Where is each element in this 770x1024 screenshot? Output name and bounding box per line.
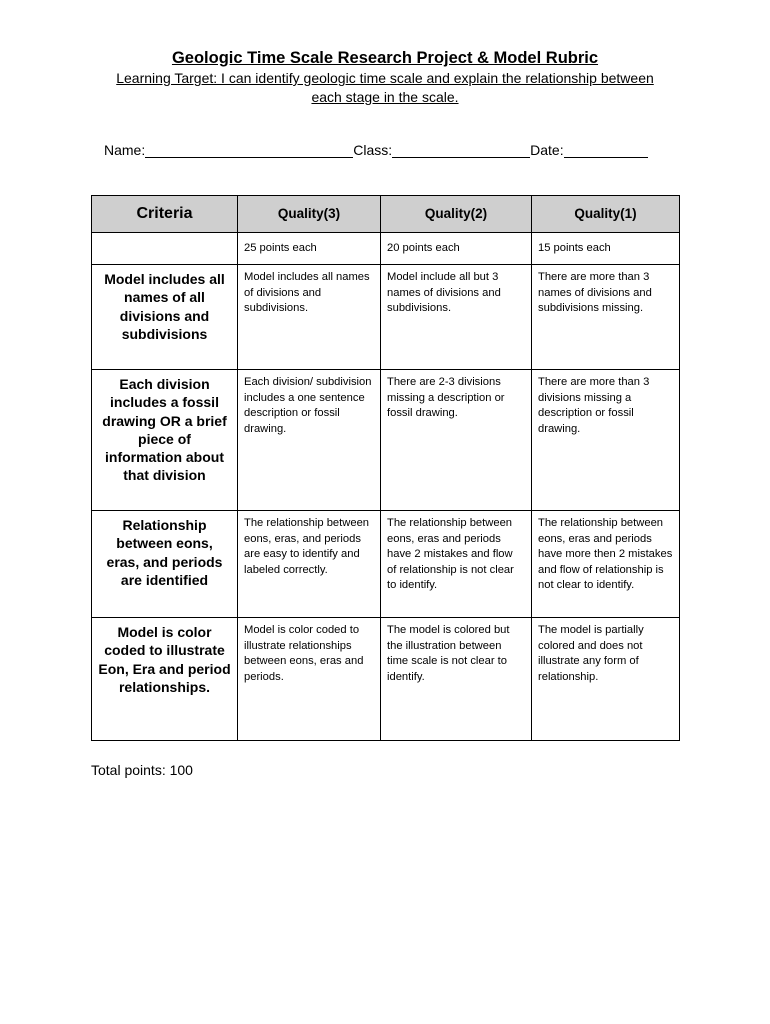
total-points: Total points: 100 (91, 762, 193, 778)
quality-3-cell: Each division/ subdivision includes a one sentence description or fossil drawing. (238, 370, 381, 511)
name-blank[interactable] (145, 143, 353, 158)
quality-2-cell: The model is colored but the illustration between time scale is not clear to identify. (381, 618, 532, 741)
quality-1-cell: The relationship between eons, eras and periods have more then 2 mistakes and flow of relationship is not clear to identify. (532, 511, 680, 618)
points-cell-criteria (92, 233, 238, 265)
table-row (92, 618, 680, 741)
class-blank[interactable] (392, 143, 530, 158)
table-row (92, 265, 680, 370)
points-row (92, 233, 680, 265)
criteria-cell: Model includes all names of all divisions and subdivisions (92, 265, 238, 370)
criteria-cell: Relationship between eons, eras, and periods are identified (92, 511, 238, 618)
header-quality-2: Quality(2) (381, 196, 532, 233)
student-info-fields (104, 142, 648, 158)
name-label: Name: (104, 142, 146, 158)
criteria-cell: Each division includes a fossil drawing OR a brief piece of information about that division (92, 370, 238, 511)
points-cell-quality-3: 25 points each (238, 233, 381, 265)
class-label: Class: (353, 142, 393, 158)
header-quality-1: Quality(1) (532, 196, 680, 233)
quality-1-cell: The model is partially colored and does not illustrate any form of relationship. (532, 618, 680, 741)
points-cell-quality-1: 15 points each (532, 233, 680, 265)
quality-2-cell: Model include all but 3 names of divisions and subdivisions. (381, 265, 532, 370)
learning-target: Learning Target: I can identify geologic time scale and explain the relationship between each stage in the scale. (116, 70, 654, 105)
quality-3-cell: Model is color coded to illustrate relationships between eons, eras and periods. (238, 618, 381, 741)
quality-2-cell: The relationship between eons, eras and periods have 2 mistakes and flow of relationship is not clear to identify. (381, 511, 532, 618)
table-row (92, 370, 680, 511)
header-criteria: Criteria (92, 196, 238, 233)
table-row (92, 511, 680, 618)
quality-3-cell: Model includes all names of divisions and subdivisions. (238, 265, 381, 370)
quality-1-cell: There are more than 3 names of divisions and subdivisions missing. (532, 265, 680, 370)
date-blank[interactable] (564, 143, 648, 158)
points-cell-quality-2: 20 points each (381, 233, 532, 265)
quality-2-cell: There are 2-3 divisions missing a description or fossil drawing. (381, 370, 532, 511)
header-row (92, 196, 680, 233)
quality-1-cell: There are more than 3 divisions missing a description or fossil drawing. (532, 370, 680, 511)
criteria-cell: Model is color coded to illustrate Eon, Era and period relationships. (92, 618, 238, 741)
header-quality-3: Quality(3) (238, 196, 381, 233)
date-label: Date: (530, 142, 564, 158)
document-title: Geologic Time Scale Research Project & Model Rubric (171, 49, 599, 67)
quality-3-cell: The relationship between eons, eras, and periods are easy to identify and labeled correctly. (238, 511, 381, 618)
rubric-table (91, 195, 680, 741)
